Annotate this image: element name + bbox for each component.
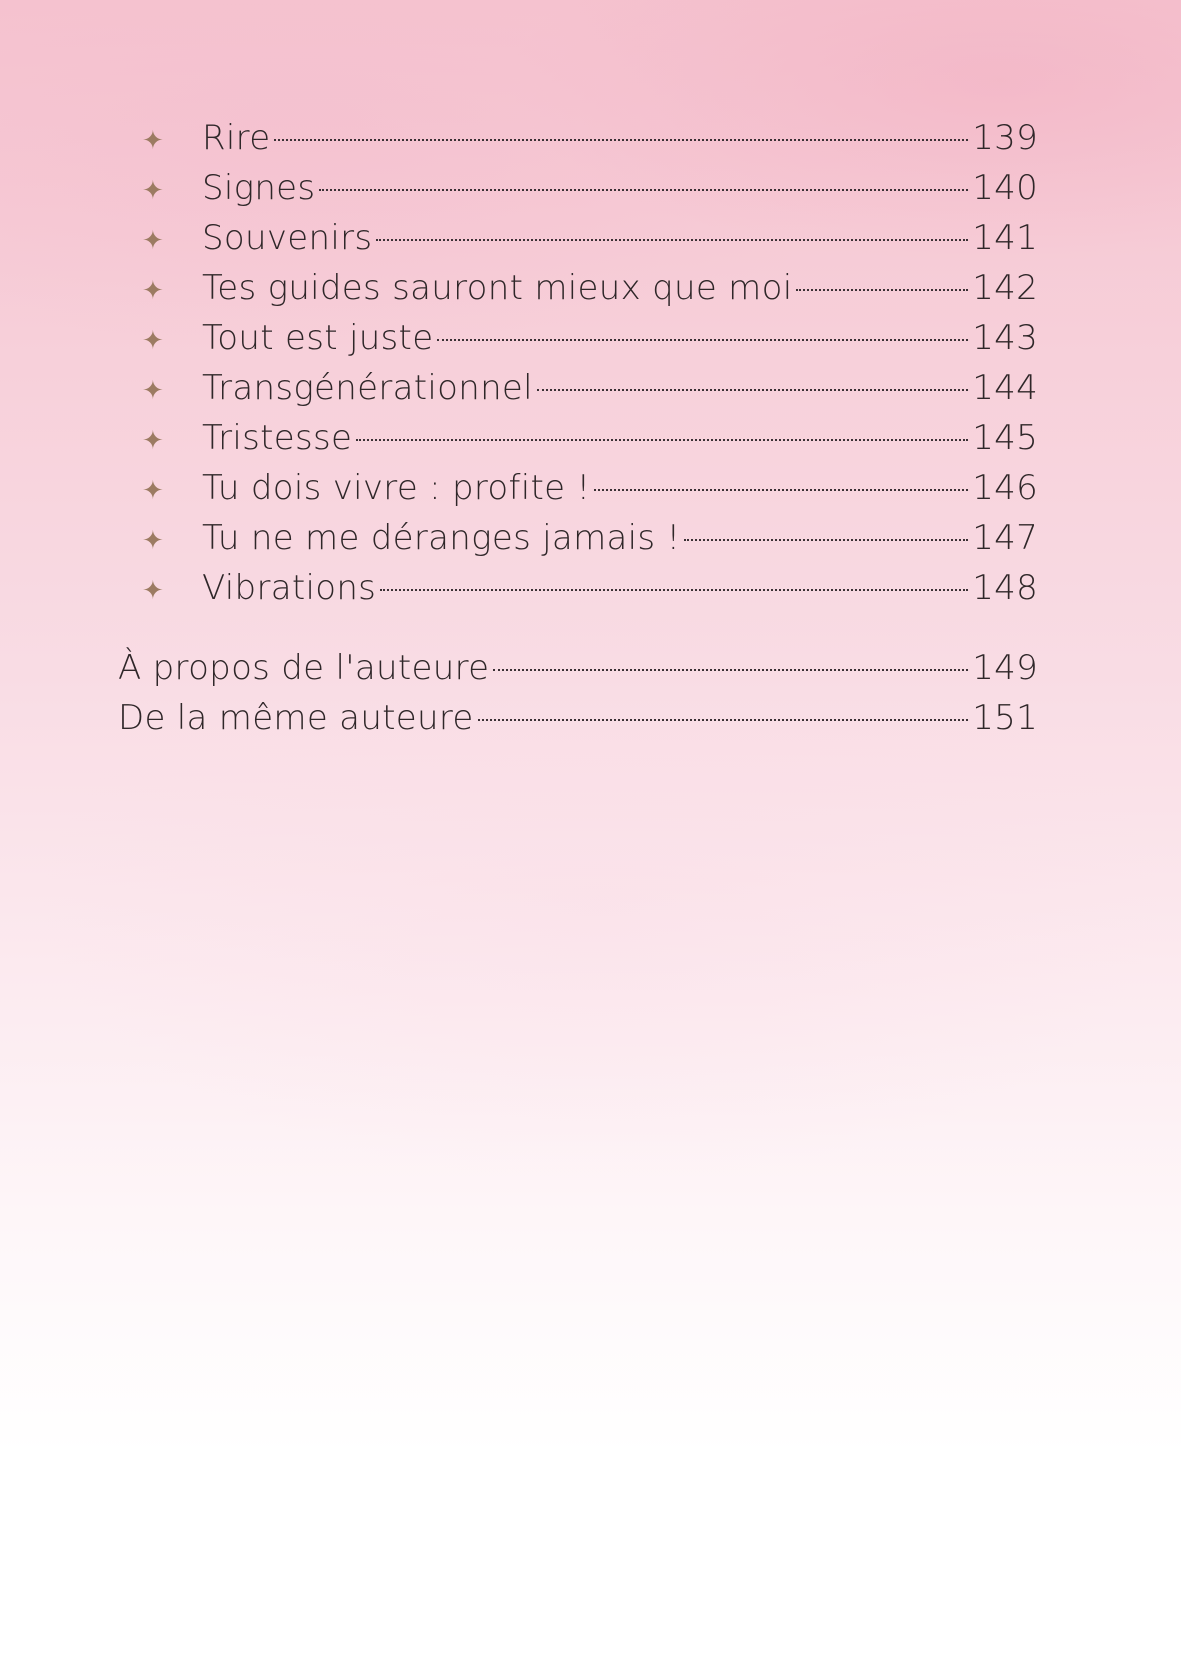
toc-entry-page: 147 bbox=[972, 518, 1038, 558]
toc-entry-page: 140 bbox=[972, 168, 1038, 208]
dot-leader bbox=[319, 189, 968, 191]
toc-entry-title: Souvenirs bbox=[202, 218, 373, 258]
toc-entry-title: Tu ne me déranges jamais ! bbox=[202, 518, 681, 558]
toc-entry[interactable] bbox=[118, 218, 1038, 268]
four-point-star-icon: ✦ bbox=[142, 526, 165, 556]
dot-leader bbox=[493, 669, 968, 671]
toc-entry-title: Tu dois vivre : profite ! bbox=[202, 468, 591, 508]
toc-entry-title: De la même auteure bbox=[118, 698, 474, 738]
dot-leader bbox=[274, 139, 968, 141]
four-point-star-icon: ✦ bbox=[142, 326, 165, 356]
toc-entry[interactable] bbox=[118, 318, 1038, 368]
four-point-star-icon: ✦ bbox=[142, 126, 165, 156]
toc-entry-title: Tout est juste bbox=[202, 318, 434, 358]
dot-leader bbox=[537, 389, 968, 391]
toc-entry-title: Vibrations bbox=[202, 568, 377, 608]
four-point-star-icon: ✦ bbox=[142, 376, 165, 406]
toc-entry-title: Signes bbox=[202, 168, 316, 208]
dot-leader bbox=[796, 289, 968, 291]
toc-back-entry[interactable] bbox=[118, 698, 1038, 748]
dot-leader bbox=[380, 589, 968, 591]
toc-entry[interactable] bbox=[118, 268, 1038, 318]
toc-entry[interactable] bbox=[118, 568, 1038, 618]
toc-entry-title: Transgénérationnel bbox=[202, 368, 533, 408]
table-of-contents bbox=[118, 118, 1038, 748]
four-point-star-icon: ✦ bbox=[142, 426, 165, 456]
four-point-star-icon: ✦ bbox=[142, 576, 165, 606]
toc-entry-page: 151 bbox=[972, 698, 1038, 738]
toc-entry-page: 148 bbox=[972, 568, 1038, 608]
dot-leader bbox=[437, 339, 968, 341]
toc-entry-list bbox=[118, 118, 1038, 618]
toc-entry-title: Tes guides sauront mieux que moi bbox=[202, 268, 793, 308]
toc-back-entry[interactable] bbox=[118, 648, 1038, 698]
toc-entry-page: 141 bbox=[972, 218, 1038, 258]
toc-entry-title: Tristesse bbox=[202, 418, 353, 458]
toc-entry[interactable] bbox=[118, 468, 1038, 518]
toc-entry[interactable] bbox=[118, 118, 1038, 168]
toc-entry-title: À propos de l'auteure bbox=[118, 648, 490, 688]
toc-entry[interactable] bbox=[118, 368, 1038, 418]
toc-entry-page: 146 bbox=[972, 468, 1038, 508]
toc-entry-page: 142 bbox=[972, 268, 1038, 308]
dot-leader bbox=[478, 719, 969, 721]
dot-leader bbox=[356, 439, 968, 441]
toc-entry-page: 149 bbox=[972, 648, 1038, 688]
toc-entry-page: 144 bbox=[972, 368, 1038, 408]
toc-entry-page: 143 bbox=[972, 318, 1038, 358]
dot-leader bbox=[594, 489, 968, 491]
four-point-star-icon: ✦ bbox=[142, 226, 165, 256]
dot-leader bbox=[684, 539, 968, 541]
toc-entry[interactable] bbox=[118, 168, 1038, 218]
toc-entry-page: 145 bbox=[972, 418, 1038, 458]
back-matter-list bbox=[118, 648, 1038, 748]
toc-entry-title: Rire bbox=[202, 118, 271, 158]
toc-entry[interactable] bbox=[118, 418, 1038, 468]
toc-entry-page: 139 bbox=[972, 118, 1038, 158]
four-point-star-icon: ✦ bbox=[142, 276, 165, 306]
four-point-star-icon: ✦ bbox=[142, 176, 165, 206]
dot-leader bbox=[376, 239, 968, 241]
toc-entry[interactable] bbox=[118, 518, 1038, 568]
four-point-star-icon: ✦ bbox=[142, 476, 165, 506]
